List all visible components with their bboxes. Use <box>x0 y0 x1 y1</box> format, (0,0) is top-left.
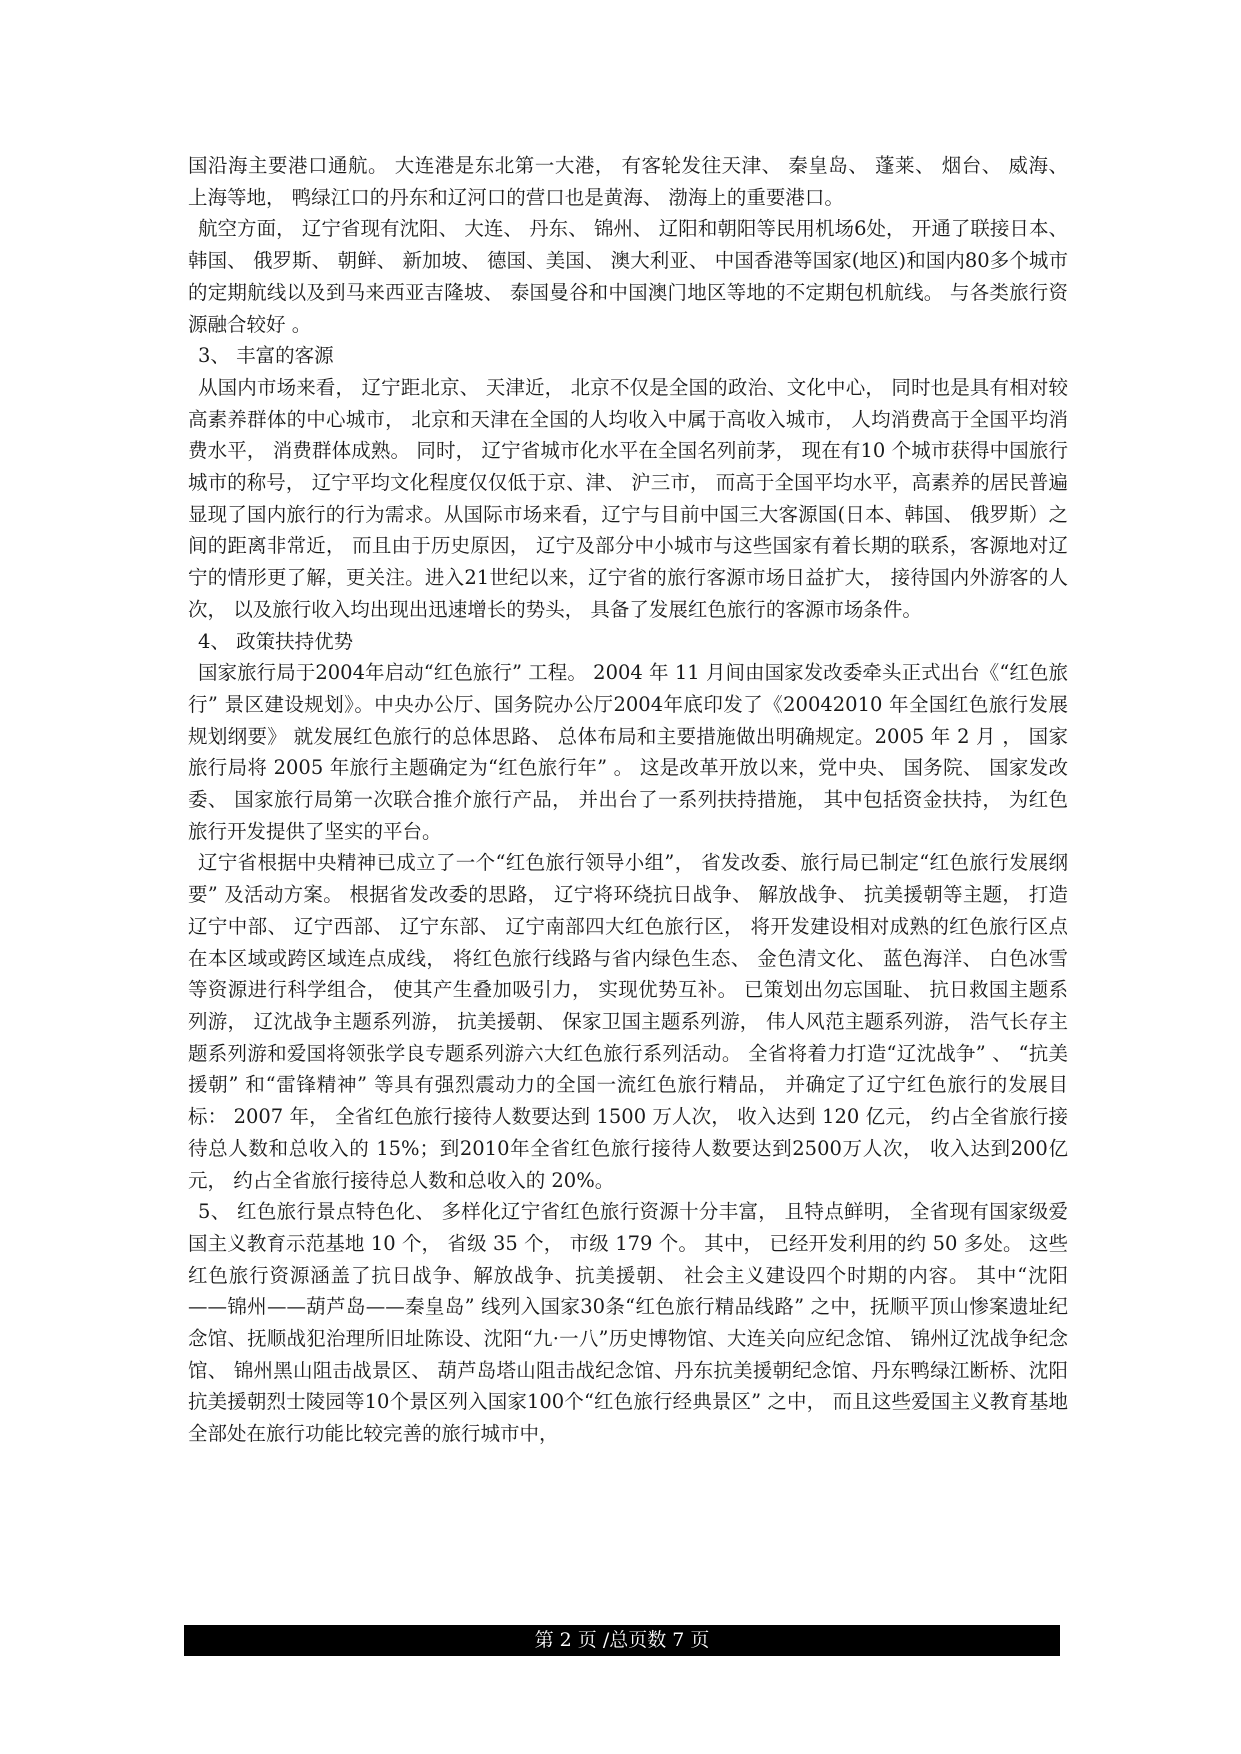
paragraph-attractions: 5、 红色旅行景点特色化、 多样化辽宁省红色旅行资源十分丰富， 且特点鲜明， 全省现有国家级爱国主义教育示范基地 10 个， 省级 35 个， 市级 179 个。 其中， 已经开发利用的约 50 多处。 这些红色旅行资源涵盖了抗日战争、解放战争、抗美援朝、 社会主义建设四个时期的内容。 其中“沈阳——锦州——葫芦岛——秦皇岛” 线列入国家30条“红色旅行精品线路” 之中，抚顺平顶山惨案遗址纪念馆、抚顺战犯治理所旧址陈设、沈阳“九·一八”历史博物馆、大连关向应纪念馆、 锦州辽沈战争纪念馆、 锦州黑山阻击战景区、 葫芦岛塔山阻击战纪念馆、丹东抗美援朝纪念馆、丹东鸭绿江断桥、沈阳抗美援朝烈士陵园等10个景区列入国家100个“红色旅行经典景区” 之中， 而且这些爱国主义教育基地全部处在旅行功能比较完善的旅行城市中， <box>188 1200 1068 1446</box>
paragraph-ports: 国沿海主要港口通航。 大连港是东北第一大港， 有客轮发往天津、 秦皇岛、 蓬莱、 烟台、 威海、 上海等地， 鸭绿江口的丹东和辽河口的营口也是黄海、 渤海上的重要港口。 <box>188 154 1068 209</box>
heading-policy-support: 4、 政策扶持优势 <box>198 629 354 653</box>
paragraph-liaoning-policy: 辽宁省根据中央精神已成立了一个“红色旅行领导小组”， 省发改委、旅行局已制定“红色旅行发展纲要” 及活动方案。 根据省发改委的思路， 辽宁将环绕抗日战争、 解放战争、 抗美援朝等主题， 打造辽宁中部、 辽宁西部、 辽宁东部、 辽宁南部四大红色旅行区， 将开发建设相对成熟的红色旅行区点在本区域或跨区域连点成线， 将红色旅行线路与省内绿色生态、 金色清文化、 蓝色海洋、 白色冰雪等资源进行科学组合， 使其产生叠加吸引力， 实现优势互补。 已策划出勿忘国耻、 抗日救国主题系列游， 辽沈战争主题系列游， 抗美援朝、 保家卫国主题系列游， 伟人风范主题系列游， 浩气长存主题系列游和爱国将领张学良专题系列游六大红色旅行系列活动。 全省将着力打造“辽沈战争” 、 “抗美援朝” 和“雷锋精神” 等具有强烈震动力的全国一流红色旅行精品， 并确定了辽宁红色旅行的发展目标： 2007 年， 全省红色旅行接待人数要达到 1500 万人次， 收入达到 120 亿元， 约占全省旅行接待总人数和总收入的 15%；到2010年全省红色旅行接待人数要达到2500万人次， 收入达到200亿元， 约占全省旅行接待总人数和总收入的 20%。 <box>188 851 1068 1192</box>
page-number-label: 第 2 页 /总页数 7 页 <box>534 1629 710 1651</box>
paragraph-source-market: 从国内市场来看， 辽宁距北京、 天津近， 北京不仅是全国的政治、文化中心， 同时也是具有相对较高素养群体的中心城市， 北京和天津在全国的人均收入中属于高收入城市， 人均消费高于全国平均消费水平， 消费群体成熟。 同时， 辽宁省城市化水平在全国名列前茅， 现在有10 个城市获得中国旅行城市的称号， 辽宁平均文化程度仅仅低于京、津、 沪三市， 而高于全国平均水平，高素养的居民普遍显现了国内旅行的行为需求。从国际市场来看，辽宁与目前中国三大客源国(日本、韩国、 俄罗斯）之间的距离非常近， 而且由于历史原因， 辽宁及部分中小城市与这些国家有着长期的联系，客源地对辽宁的情形更了解，更关注。进入21世纪以来，辽宁省的旅行客源市场日益扩大， 接待国内外游客的人次， 以及旅行收入均出现出迅速增长的势头， 具备了发展红色旅行的客源市场条件。 <box>188 375 1068 621</box>
paragraph-aviation: 航空方面， 辽宁省现有沈阳、 大连、 丹东、 锦州、 辽阳和朝阳等民用机场6处， 开通了联接日本、 韩国、 俄罗斯、 朝鲜、 新加坡、 德国、美国、 澳大利亚、 中国香港等国家(地区)和国内80多个城市的定期航线以及到马来西亚吉隆坡、 泰国曼谷和中国澳门地区等地的不定期包机航线。 与各类旅行资源融合较好 。 <box>188 217 1068 336</box>
heading-source-market: 3、 丰富的客源 <box>198 344 334 368</box>
paragraph-national-policy: 国家旅行局于2004年启动“红色旅行” 工程。 2004 年 11 月间由国家发改委牵头正式出台《“红色旅行” 景区建设规划》。中央办公厅、国务院办公厅2004年底印发了《20042010 年全国红色旅行发展规划纲要》 就发展红色旅行的总体思路、 总体布局和主要措施做出明确规定。2005 年 2 月 ， 国家旅行局将 2005 年旅行主题确定为“红色旅行年” 。 这是改革开放以来，党中央、 国务院、 国家发改委、 国家旅行局第一次联合推介旅行产品， 并出台了一系列扶持措施， 其中包括资金扶持， 为红色旅行开发提供了坚实的平台。 <box>188 661 1068 843</box>
body-text <box>188 150 1068 1450</box>
page-footer <box>184 1625 1060 1656</box>
